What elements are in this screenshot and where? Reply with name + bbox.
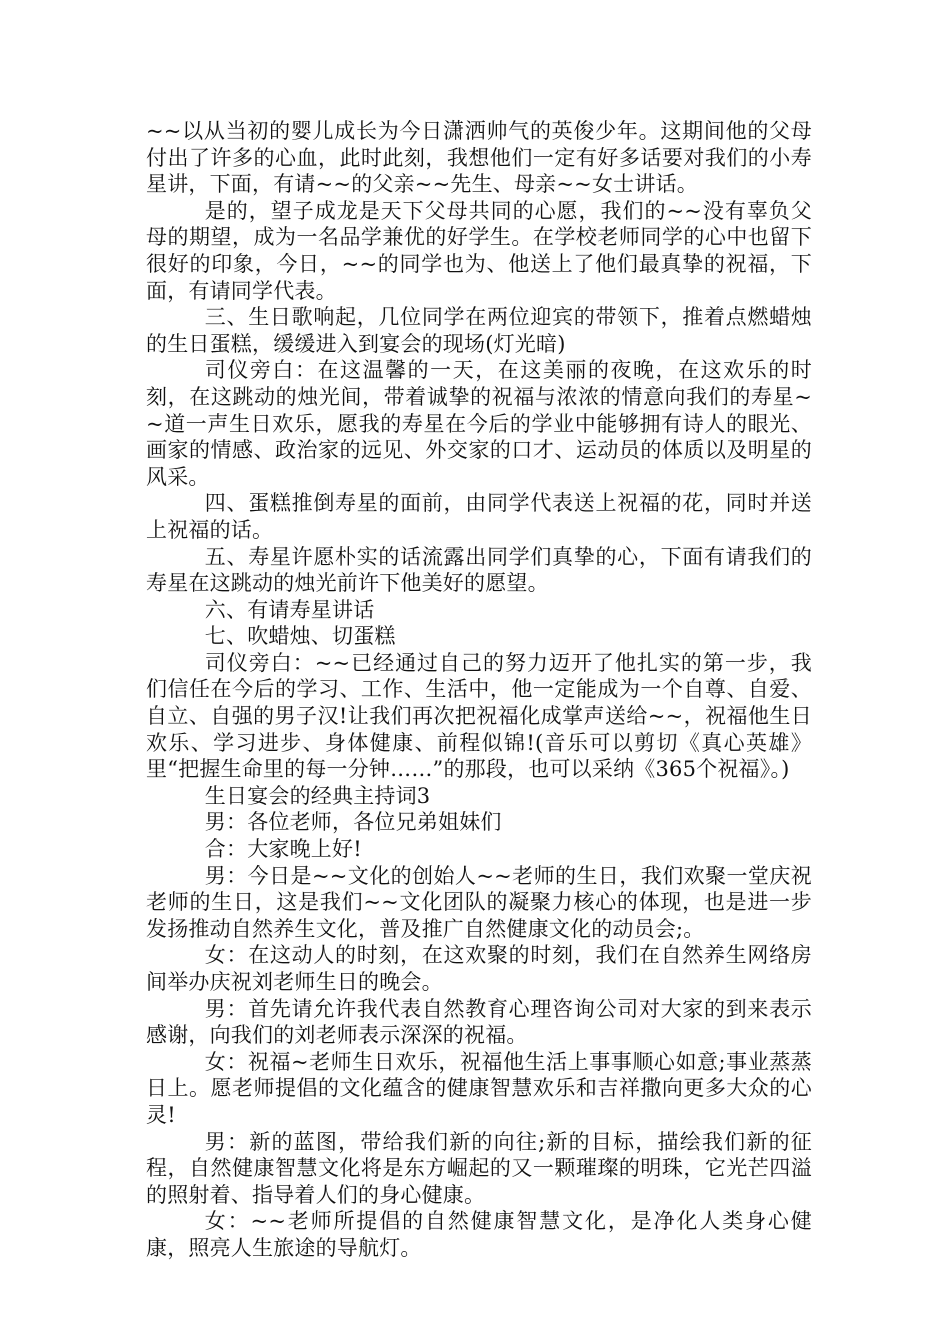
paragraph-7: 六、有请寿星讲话 [204,597,375,622]
paragraph-5: 四、蛋糕推倒寿星的面前，由同学代表送上祝福的花，同时并送上祝福的话。 [146,491,812,542]
paragraph-15: 男：首先请允许我代表自然教育心理咨询公司对大家的到来表示感谢，向我们的刘老师表示深深的祝福。 [146,996,812,1048]
paragraph-13: 男：今日是~~文化的创始人~~老师的生日，我们欢聚一堂庆祝老师的生日，这是我们~~文化团队的凝聚力核心的体现，也是进一步发扬推动自然养生文化，普及推广自然健康文化的动员会;。 [146,863,812,941]
paragraph-6: 五、寿星许愿朴实的话流露出同学们真挚的心，下面有请我们的寿星在这跳动的烛光前许下他美好的愿望。 [146,544,812,596]
paragraph-9: 司仪旁白：~~已经通过自己的努力迈开了他扎实的第一步，我们信任在今后的学习、工作、生活中，他一定能成为一个自尊、自爱、自立、自强的男子汉!让我们再次把祝福化成掌声送给~~，祝福他生日欢乐、学习进步、身体健康、前程似锦!(音乐可以剪切《真心英雄》里“把握生命里的每一分钟……”的那段，也可以采纳《365个祝福》。) [146,650,812,782]
paragraph-18: 女：~~老师所提倡的自然健康智慧文化，是净化人类身心健康，照亮人生旅途的导航灯。 [146,1209,812,1260]
paragraph-3: 三、生日歌响起，几位同学在两位迎宾的带领下，推着点燃蜡烛的生日蛋糕，缓缓进入到宴会的现场(灯光暗) [146,305,812,356]
section-heading: 生日宴会的经典主持词3 [204,783,431,808]
paragraph-1: ~~以从当初的婴儿成长为今日潇洒帅气的英俊少年。这期间他的父母付出了许多的心血，此时此刻，我想他们一定有好多话要对我们的小寿星讲，下面，有请~~的父亲~~先生、母亲~~女士讲话。 [146,119,812,197]
paragraph-16: 女：祝福~老师生日欢乐，祝福他生活上事事顺心如意;事业蒸蒸日上。愿老师提倡的文化蕴含的健康智慧欢乐和吉祥撒向更多大众的心灵! [146,1049,812,1127]
paragraph-11: 男：各位老师，各位兄弟姐妹们 [204,810,502,835]
document-page [146,118,812,1262]
paragraph-12: 合：大家晚上好! [204,837,362,862]
paragraph-17: 男：新的蓝图，带给我们新的向往;新的目标，描绘我们新的征程，自然健康智慧文化将是东方崛起的又一颗璀璨的明珠，它光芒四溢的照射着、指导着人们的身心健康。 [146,1129,812,1207]
paragraph-4: 司仪旁白：在这温馨的一天，在这美丽的夜晚，在这欢乐的时刻，在这跳动的烛光间，带着诚挚的祝福与浓浓的情意向我们的寿星~~道一声生日欢乐，愿我的寿星在今后的学业中能够拥有诗人的眼光、画家的情感、政治家的远见、外交家的口才、运动员的体质以及明星的风采。 [146,358,812,489]
paragraph-8: 七、吹蜡烛、切蛋糕 [204,624,396,649]
paragraph-2: 是的，望子成龙是天下父母共同的心愿，我们的~~没有辜负父母的期望，成为一名品学兼优的好学生。在学校老师同学的心中也留下很好的印象，今日，~~的同学也为、他送上了他们最真挚的祝福，下面，有请同学代表。 [146,198,812,303]
paragraph-14: 女：在这动人的时刻，在这欢聚的时刻，我们在自然养生网络房间举办庆祝刘老师生日的晚会。 [146,943,812,994]
